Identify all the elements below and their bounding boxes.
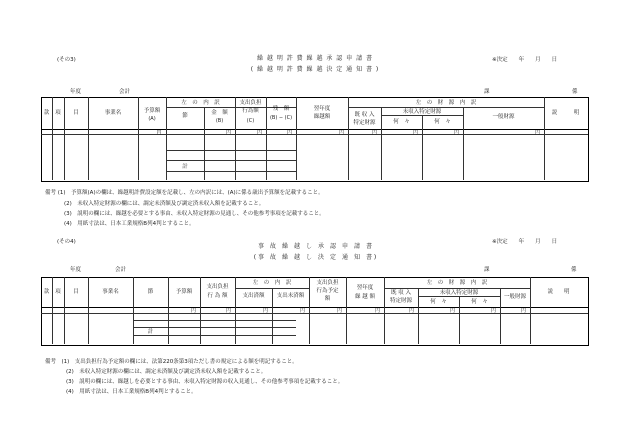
form3-unit-kishuu: 円 bbox=[371, 130, 377, 136]
form3-col-zaigen: 左 の 財 源 内 訳 bbox=[415, 100, 477, 106]
form4-col-shiharai-mi: 支出未済額 bbox=[276, 293, 305, 299]
form4-unit-yotei: 円 bbox=[336, 308, 342, 314]
form3-decision-stamp: ※決定 年 月 日 bbox=[492, 57, 558, 63]
form4-note-4: (4) 用紙寸法は、日本工業規格B列4判とすること。 bbox=[66, 389, 197, 395]
form4-col-uchiwake: 左 の 内 訳 bbox=[252, 280, 292, 286]
form4-unit-yokunen: 円 bbox=[374, 308, 380, 314]
form4-section-suffix: 係 bbox=[571, 267, 577, 273]
form4-decision-stamp: ※決定 年 月 日 bbox=[492, 239, 558, 245]
form4-note-1: 備考 (1) 支出負担行為予定額の欄には、法第220条第3項ただし書の規定による額を明記すること。 bbox=[45, 359, 298, 365]
form3-note-2: (2) 未収入特定財源の欄には、調定未済額及び調定済未収入額を記載すること。 bbox=[64, 201, 265, 207]
form4-subtitle: ( 事 故 繰 越 し 決 定 通 知 書 ) bbox=[253, 254, 377, 261]
form4-col-kou: 項 bbox=[55, 289, 61, 295]
form4-unit-shiharai-zumi: 円 bbox=[262, 308, 268, 314]
form4-col-setsumei: 説 明 bbox=[547, 289, 570, 295]
form4-section-label: 課 bbox=[484, 267, 490, 273]
form3-unit-yosan: 円 bbox=[156, 130, 162, 136]
form3-total: 計 bbox=[182, 164, 188, 170]
form4-col-yotei: 支出負担 bbox=[316, 280, 339, 286]
form3-col-nani2: 何 々 bbox=[434, 119, 451, 125]
form3-unit-nani2: 円 bbox=[453, 130, 459, 136]
form3-col-yokunen: 翌年度 bbox=[313, 106, 331, 112]
form4-col-yotei2: 行為予定 bbox=[316, 288, 339, 294]
form3-unit-yokunen: 円 bbox=[338, 130, 344, 136]
form3-col-shishutsu: 支出負担 bbox=[239, 100, 262, 106]
form4-unit-nani2: 円 bbox=[490, 308, 496, 314]
form3-note-4: (4) 用紙寸法は、日本工業規格B列4判とすること。 bbox=[64, 221, 195, 227]
form3-section-suffix: 係 bbox=[572, 89, 578, 95]
form3-col-yokunen2: 繰越額 bbox=[313, 114, 331, 120]
form4-col-shishutsu2: 行 為 額 bbox=[207, 293, 228, 299]
form4-unit-kishuu: 円 bbox=[408, 308, 414, 314]
form3-col-kingaku: 金 額 bbox=[211, 110, 228, 116]
form3-section-label: 課 bbox=[484, 89, 490, 95]
form4-col-yosan: 予算額 bbox=[175, 289, 193, 295]
form3-col-kishuu2: 特定財源 bbox=[353, 120, 376, 126]
form3-note-3: (3) 説明の欄には、繰越を必要とする事由、未収入特定財源の見通し、その他参考事項を記載すること。 bbox=[64, 211, 325, 217]
form3-col-moku: 目 bbox=[73, 110, 79, 116]
form3-col-kishuu: 既 収 入 bbox=[354, 112, 375, 118]
form4-unit-nani1: 円 bbox=[449, 308, 455, 314]
form3-note-1: 備考 (1) 予算額(A)の欄は、繰越明許費設定額を記載し、左の内訳には、(A)に係る歳出予算額を記載すること。 bbox=[45, 190, 324, 196]
form4-col-nani2: 何 々 bbox=[471, 299, 488, 305]
form4-title: 事 故 繰 越 し 承 認 申 請 書 bbox=[257, 243, 372, 250]
form4-col-shiharai-zumi: 支出済額 bbox=[242, 293, 265, 299]
form3-col-shishutsu2: 行為額 bbox=[242, 108, 259, 114]
form3-account-label: 会計 bbox=[119, 89, 131, 95]
form3-col-kan: 款 bbox=[43, 110, 50, 116]
form3-subtitle: ( 繰 越 明 許 費 繰 越 決 定 通 知 書 ) bbox=[250, 66, 380, 73]
form4-col-nani1: 何 々 bbox=[430, 299, 447, 305]
form4-year-label: 年度 bbox=[70, 267, 82, 273]
form3-col-nani1: 何 々 bbox=[393, 119, 410, 125]
form4-col-yotei3: 額 bbox=[324, 296, 331, 302]
form3-col-yosan-sub: (A) bbox=[148, 116, 156, 122]
form3-title: 繰 越 明 許 費 繰 越 承 認 申 請 書 bbox=[257, 55, 373, 62]
form4-col-jigyou: 事業名 bbox=[102, 289, 119, 295]
form4-unit-yosan: 円 bbox=[190, 308, 196, 314]
form4-unit-ippan: 円 bbox=[520, 308, 526, 314]
form4-label: (その4) bbox=[57, 239, 76, 245]
form3-col-ippan: 一般財源 bbox=[492, 114, 515, 120]
form3-year-label: 年度 bbox=[70, 89, 82, 95]
form4-unit-shiharai-mi: 円 bbox=[299, 308, 305, 314]
form4-total: 計 bbox=[147, 329, 154, 335]
form4-note-2: (2) 未収入特定財源の欄には、調定未済額及び調定済未収入額を記載すること。 bbox=[66, 369, 267, 375]
form3-unit-kingaku: 円 bbox=[225, 130, 231, 136]
form3-col-zangaku-sub: (B) − (C) bbox=[269, 115, 293, 121]
form3-col-jigyou: 事業名 bbox=[104, 110, 122, 116]
form4-col-kishuu: 既 収 入 bbox=[391, 290, 411, 296]
form4-col-shishutsu: 支出負担 bbox=[206, 284, 229, 290]
form4-account-label: 会計 bbox=[115, 267, 127, 273]
form3-col-zangaku: 残 額 bbox=[272, 106, 290, 112]
form4-col-yokunen2: 繰 越 額 bbox=[355, 294, 375, 300]
form4-unit-shishutsu: 円 bbox=[225, 308, 231, 314]
form3-col-mishuu: 未収入特定財源 bbox=[402, 109, 442, 115]
form3-unit-ippan: 円 bbox=[534, 130, 540, 136]
form4-col-yokunen: 翌年度 bbox=[356, 285, 374, 291]
form3-unit-shishutsu: 円 bbox=[256, 130, 262, 136]
form3-col-kingaku-sub: (B) bbox=[215, 118, 224, 124]
form4-col-setsu: 節 bbox=[147, 289, 154, 295]
form3-col-yosan: 予算額 bbox=[143, 108, 161, 114]
form3-col-setsu: 節 bbox=[182, 113, 188, 119]
form3-col-uchiwake: 左 の 内 訳 bbox=[181, 100, 220, 106]
form3-label: (その3) bbox=[57, 57, 76, 63]
form4-col-moku: 目 bbox=[73, 289, 79, 295]
form3-col-setsumei: 説 明 bbox=[551, 110, 580, 116]
form3-unit-nani1: 円 bbox=[412, 130, 418, 136]
form4-note-3: (3) 説明の欄には、繰越しを必要とする事由、未収入特定財源の収入見通し、その他参考事項を記載すること。 bbox=[66, 379, 344, 385]
form4-col-mishuu: 未収入特定財源 bbox=[439, 290, 479, 296]
form4-col-ippan: 一般財源 bbox=[503, 294, 526, 300]
form4-col-zaigen: 左 の 財 源 内 訳 bbox=[426, 280, 488, 286]
form4-col-kan: 款 bbox=[43, 289, 50, 295]
form4-col-kishuu2: 特定財源 bbox=[389, 298, 412, 304]
form3-col-shishutsu-sub: (C) bbox=[246, 118, 255, 124]
form3-col-kou: 項 bbox=[55, 110, 61, 116]
form3-unit-zangaku: 円 bbox=[286, 130, 292, 136]
